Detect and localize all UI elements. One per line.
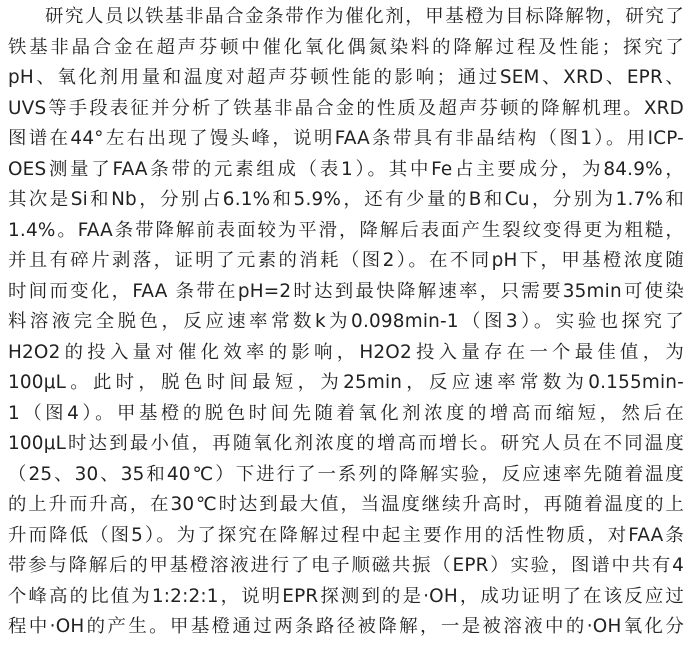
text-line: 升而降低（图5）。为了探究在降解过程中起主要作用的活性物质，对FAA条: [8, 524, 684, 546]
text-line: 程中·OH的产生。甲基橙通过两条路径被降解，一是被溶液中的·OH氧化分: [8, 616, 684, 637]
text-line: 1.4%。FAA条带降解前表面较为平滑，降解后表面产生裂纹变得更为粗糙，: [8, 219, 684, 241]
text-line: pH、氧化剂用量和温度对超声芬顿性能的影响；通过SEM、XRD、EPR、: [8, 67, 684, 88]
text-line: 个峰高的比值为1:2:2:1，说明EPR探测到的是·OH，成功证明了在该反应过: [8, 585, 684, 607]
text-line: OES测量了FAA条带的元素组成（表1）。其中Fe占主要成分，为84.9%，: [8, 158, 684, 180]
text-line: 料溶液完全脱色，反应速率常数k为0.098min-1（图3）。实验也探究了: [8, 311, 684, 332]
text-line: 图谱在44°左右出现了馒头峰，说明FAA条带具有非晶结构（图1）。用ICP-: [8, 128, 684, 149]
text-line: 100μL时达到最小值，再随氧化剂浓度的增高而增长。研究人员在不同温度: [8, 433, 684, 454]
text-line: 其次是Si和Nb，分别占6.1%和5.9%，还有少量的B和Cu，分别为1.7%和: [8, 189, 684, 210]
text-line: 1（图4）。甲基橙的脱色时间先随着氧化剂浓度的增高而缩短，然后在: [8, 402, 684, 424]
text-line: 的上升而升高，在30℃时达到最大值，当温度继续升高时，再随着温度的上: [8, 494, 684, 515]
text-line: UVS等手段表征并分析了铁基非晶合金的性质及超声芬顿的降解机理。XRD: [8, 97, 684, 119]
text-line: 并且有碎片剥落，证明了元素的消耗（图2）。在不同pH下，甲基橙浓度随: [8, 250, 684, 271]
text-line: H2O2的投入量对催化效率的影响，H2O2投入量存在一个最佳值，为: [8, 341, 684, 363]
text-line: 研究人员以铁基非晶合金条带作为催化剂，甲基橙为目标降解物，研究了: [45, 6, 684, 27]
text-line: 时间而变化，FAA 条带在pH=2时达到最快降解速率，只需要35min可使染: [8, 280, 684, 302]
text-line: 带参与降解后的甲基橙溶液进行了电子顺磁共振（EPR）实验，图谱中共有4: [8, 555, 684, 576]
text-line: （25、30、35和40℃）下进行了一系列的降解实验，反应速率先随着温度: [8, 463, 684, 485]
text-line: 100μL。此时，脱色时间最短，为25min，反应速率常数为0.155min-: [8, 372, 684, 393]
text-line: 铁基非晶合金在超声芬顿中催化氧化偶氮染料的降解过程及性能；探究了: [8, 36, 684, 58]
